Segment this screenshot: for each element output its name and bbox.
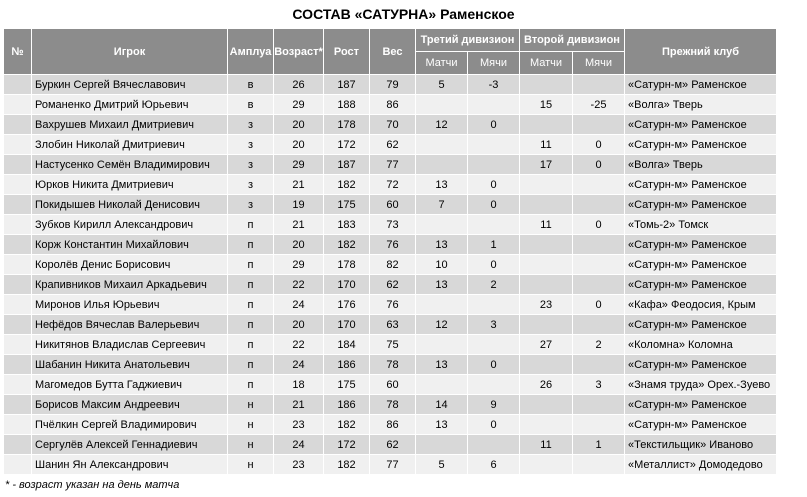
role-cell: п <box>228 355 274 375</box>
weight-cell: 63 <box>370 315 416 335</box>
div3-matches-cell <box>416 435 468 455</box>
age-cell: 20 <box>274 135 324 155</box>
div3-balls-cell <box>468 435 520 455</box>
div3-matches-cell <box>416 335 468 355</box>
role-cell: п <box>228 335 274 355</box>
height-cell: 178 <box>324 115 370 135</box>
div3-balls-cell <box>468 335 520 355</box>
number-cell <box>4 75 32 95</box>
table-row <box>4 115 777 135</box>
header-role: Амплуа <box>228 29 274 75</box>
player-name-cell: Шабанин Никита Анатольевич <box>32 355 228 375</box>
div2-balls-cell: 3 <box>573 375 625 395</box>
div3-balls-cell: 0 <box>468 415 520 435</box>
table-row <box>4 415 777 435</box>
number-cell <box>4 295 32 315</box>
weight-cell: 79 <box>370 75 416 95</box>
div2-matches-cell <box>520 195 573 215</box>
number-cell <box>4 255 32 275</box>
role-cell: н <box>228 415 274 435</box>
div3-balls-cell <box>468 215 520 235</box>
table-row <box>4 275 777 295</box>
div2-matches-cell: 11 <box>520 135 573 155</box>
role-cell: п <box>228 215 274 235</box>
number-cell <box>4 95 32 115</box>
age-cell: 22 <box>274 335 324 355</box>
weight-cell: 62 <box>370 135 416 155</box>
header-div2-matches: Матчи <box>520 52 573 75</box>
number-cell <box>4 415 32 435</box>
page-title: СОСТАВ «САТУРНА» Раменское <box>292 6 515 22</box>
player-name-cell: Миронов Илья Юрьевич <box>32 295 228 315</box>
table-row <box>4 395 777 415</box>
player-name-cell: Борисов Максим Андреевич <box>32 395 228 415</box>
table-row <box>4 235 777 255</box>
role-cell: з <box>228 155 274 175</box>
div3-matches-cell: 13 <box>416 355 468 375</box>
previous-club-cell: «Томь-2» Томск <box>625 215 777 235</box>
weight-cell: 78 <box>370 395 416 415</box>
previous-club-cell: «Сатурн-м» Раменское <box>625 175 777 195</box>
div3-balls-cell <box>468 135 520 155</box>
table-row <box>4 315 777 335</box>
number-cell <box>4 195 32 215</box>
previous-club-cell: «Сатурн-м» Раменское <box>625 135 777 155</box>
role-cell: п <box>228 255 274 275</box>
div2-balls-cell <box>573 355 625 375</box>
div3-balls-cell: 2 <box>468 275 520 295</box>
div2-balls-cell: 0 <box>573 215 625 235</box>
table-row <box>4 355 777 375</box>
table-row <box>4 95 777 115</box>
number-cell <box>4 215 32 235</box>
header-player: Игрок <box>32 29 228 75</box>
player-name-cell: Сергулёв Алексей Геннадиевич <box>32 435 228 455</box>
previous-club-cell: «Сатурн-м» Раменское <box>625 195 777 215</box>
div3-balls-cell: 6 <box>468 455 520 475</box>
age-cell: 21 <box>274 395 324 415</box>
age-cell: 21 <box>274 215 324 235</box>
div2-matches-cell: 26 <box>520 375 573 395</box>
player-name-cell: Вахрушев Михаил Дмитриевич <box>32 115 228 135</box>
div2-matches-cell: 11 <box>520 215 573 235</box>
age-cell: 18 <box>274 375 324 395</box>
height-cell: 172 <box>324 135 370 155</box>
table-row <box>4 195 777 215</box>
table-row <box>4 215 777 235</box>
number-cell <box>4 115 32 135</box>
age-cell: 26 <box>274 75 324 95</box>
weight-cell: 62 <box>370 275 416 295</box>
div3-matches-cell <box>416 215 468 235</box>
header-div3-balls: Мячи <box>468 52 520 75</box>
weight-cell: 72 <box>370 175 416 195</box>
header-number: № <box>4 29 32 75</box>
height-cell: 175 <box>324 375 370 395</box>
div2-matches-cell <box>520 235 573 255</box>
previous-club-cell: «Знамя труда» Орех.-Зуево <box>625 375 777 395</box>
height-cell: 186 <box>324 355 370 375</box>
player-name-cell: Корж Константин Михайлович <box>32 235 228 255</box>
height-cell: 187 <box>324 155 370 175</box>
height-cell: 187 <box>324 75 370 95</box>
div3-matches-cell: 13 <box>416 235 468 255</box>
div3-balls-cell: 3 <box>468 315 520 335</box>
div2-balls-cell <box>573 395 625 415</box>
weight-cell: 76 <box>370 235 416 255</box>
age-cell: 29 <box>274 95 324 115</box>
number-cell <box>4 355 32 375</box>
height-cell: 183 <box>324 215 370 235</box>
number-cell <box>4 395 32 415</box>
player-name-cell: Королёв Денис Борисович <box>32 255 228 275</box>
header-previous-club: Прежний клуб <box>625 29 777 75</box>
div2-matches-cell: 17 <box>520 155 573 175</box>
age-cell: 24 <box>274 355 324 375</box>
previous-club-cell: «Кафа» Феодосия, Крым <box>625 295 777 315</box>
header-age: Возраст* <box>274 29 324 75</box>
number-cell <box>4 435 32 455</box>
weight-cell: 60 <box>370 195 416 215</box>
table-row <box>4 455 777 475</box>
div2-balls-cell <box>573 235 625 255</box>
number-cell <box>4 135 32 155</box>
height-cell: 184 <box>324 335 370 355</box>
height-cell: 182 <box>324 235 370 255</box>
div2-balls-cell <box>573 255 625 275</box>
table-row <box>4 295 777 315</box>
weight-cell: 75 <box>370 335 416 355</box>
div3-balls-cell: -3 <box>468 75 520 95</box>
div2-balls-cell <box>573 115 625 135</box>
div2-balls-cell <box>573 275 625 295</box>
age-cell: 21 <box>274 175 324 195</box>
div3-balls-cell <box>468 155 520 175</box>
div2-balls-cell <box>573 195 625 215</box>
div2-matches-cell: 23 <box>520 295 573 315</box>
div2-matches-cell: 11 <box>520 435 573 455</box>
div2-matches-cell <box>520 315 573 335</box>
role-cell: в <box>228 95 274 115</box>
role-cell: з <box>228 115 274 135</box>
table-row <box>4 335 777 355</box>
div3-balls-cell: 0 <box>468 255 520 275</box>
weight-cell: 86 <box>370 415 416 435</box>
player-name-cell: Зубков Кирилл Александрович <box>32 215 228 235</box>
age-cell: 19 <box>274 195 324 215</box>
number-cell <box>4 375 32 395</box>
role-cell: н <box>228 395 274 415</box>
role-cell: п <box>228 235 274 255</box>
table-row <box>4 135 777 155</box>
previous-club-cell: «Сатурн-м» Раменское <box>625 395 777 415</box>
previous-club-cell: «Коломна» Коломна <box>625 335 777 355</box>
table-row <box>4 75 777 95</box>
role-cell: п <box>228 315 274 335</box>
previous-club-cell: «Сатурн-м» Раменское <box>625 255 777 275</box>
weight-cell: 86 <box>370 95 416 115</box>
div2-balls-cell: 0 <box>573 155 625 175</box>
div3-matches-cell: 5 <box>416 75 468 95</box>
role-cell: п <box>228 375 274 395</box>
previous-club-cell: «Сатурн-м» Раменское <box>625 415 777 435</box>
age-cell: 20 <box>274 115 324 135</box>
player-name-cell: Буркин Сергей Вячеславович <box>32 75 228 95</box>
table-row <box>4 375 777 395</box>
weight-cell: 76 <box>370 295 416 315</box>
previous-club-cell: «Сатурн-м» Раменское <box>625 75 777 95</box>
table-row <box>4 255 777 275</box>
age-cell: 20 <box>274 235 324 255</box>
weight-cell: 70 <box>370 115 416 135</box>
div2-matches-cell <box>520 275 573 295</box>
div3-balls-cell: 0 <box>468 175 520 195</box>
role-cell: в <box>228 75 274 95</box>
header-second-division: Второй дивизион <box>520 29 625 52</box>
player-name-cell: Покидышев Николай Денисович <box>32 195 228 215</box>
age-cell: 22 <box>274 275 324 295</box>
div2-matches-cell <box>520 175 573 195</box>
div2-matches-cell <box>520 355 573 375</box>
number-cell <box>4 455 32 475</box>
div3-matches-cell: 13 <box>416 415 468 435</box>
number-cell <box>4 155 32 175</box>
div3-balls-cell <box>468 295 520 315</box>
number-cell <box>4 235 32 255</box>
table-body <box>4 75 777 475</box>
weight-cell: 62 <box>370 435 416 455</box>
div2-balls-cell: 1 <box>573 435 625 455</box>
player-name-cell: Романенко Дмитрий Юрьевич <box>32 95 228 115</box>
weight-cell: 82 <box>370 255 416 275</box>
age-cell: 23 <box>274 455 324 475</box>
header-div2-balls: Мячи <box>573 52 625 75</box>
div3-balls-cell: 0 <box>468 115 520 135</box>
age-cell: 29 <box>274 255 324 275</box>
div3-matches-cell: 7 <box>416 195 468 215</box>
number-cell <box>4 175 32 195</box>
player-name-cell: Шанин Ян Александрович <box>32 455 228 475</box>
header-weight: Вес <box>370 29 416 75</box>
div2-balls-cell <box>573 455 625 475</box>
player-name-cell: Магомедов Бутта Гаджиевич <box>32 375 228 395</box>
height-cell: 182 <box>324 455 370 475</box>
div2-matches-cell <box>520 115 573 135</box>
player-name-cell: Злобин Николай Дмитриевич <box>32 135 228 155</box>
div3-matches-cell: 5 <box>416 455 468 475</box>
height-cell: 170 <box>324 275 370 295</box>
header-third-division: Третий дивизион <box>416 29 520 52</box>
div2-matches-cell: 15 <box>520 95 573 115</box>
player-name-cell: Никитянов Владислав Сергеевич <box>32 335 228 355</box>
div3-matches-cell <box>416 135 468 155</box>
div2-matches-cell <box>520 455 573 475</box>
div3-balls-cell: 0 <box>468 195 520 215</box>
div3-matches-cell <box>416 95 468 115</box>
age-cell: 23 <box>274 415 324 435</box>
previous-club-cell: «Сатурн-м» Раменское <box>625 275 777 295</box>
div3-balls-cell: 1 <box>468 235 520 255</box>
div3-matches-cell <box>416 375 468 395</box>
header-div3-matches: Матчи <box>416 52 468 75</box>
div2-balls-cell: 0 <box>573 295 625 315</box>
player-name-cell: Настусенко Семён Владимирович <box>32 155 228 175</box>
previous-club-cell: «Волга» Тверь <box>625 155 777 175</box>
height-cell: 178 <box>324 255 370 275</box>
role-cell: н <box>228 435 274 455</box>
div2-balls-cell: -25 <box>573 95 625 115</box>
div3-matches-cell: 12 <box>416 115 468 135</box>
div2-balls-cell <box>573 415 625 435</box>
previous-club-cell: «Сатурн-м» Раменское <box>625 115 777 135</box>
weight-cell: 78 <box>370 355 416 375</box>
number-cell <box>4 315 32 335</box>
previous-club-cell: «Металлист» Домодедово <box>625 455 777 475</box>
player-name-cell: Нефёдов Вячеслав Валерьевич <box>32 315 228 335</box>
div3-matches-cell <box>416 155 468 175</box>
div2-matches-cell <box>520 415 573 435</box>
height-cell: 186 <box>324 395 370 415</box>
role-cell: з <box>228 135 274 155</box>
footnote: * - возраст указан на день матча <box>5 479 180 491</box>
div2-matches-cell: 27 <box>520 335 573 355</box>
div3-balls-cell: 9 <box>468 395 520 415</box>
div3-matches-cell <box>416 295 468 315</box>
table-row <box>4 435 777 455</box>
role-cell: н <box>228 455 274 475</box>
div2-balls-cell <box>573 75 625 95</box>
height-cell: 176 <box>324 295 370 315</box>
previous-club-cell: «Сатурн-м» Раменское <box>625 355 777 375</box>
player-name-cell: Крапивников Михаил Аркадьевич <box>32 275 228 295</box>
height-cell: 188 <box>324 95 370 115</box>
age-cell: 29 <box>274 155 324 175</box>
div3-matches-cell: 14 <box>416 395 468 415</box>
div3-balls-cell <box>468 375 520 395</box>
weight-cell: 77 <box>370 455 416 475</box>
weight-cell: 73 <box>370 215 416 235</box>
role-cell: п <box>228 275 274 295</box>
number-cell <box>4 275 32 295</box>
height-cell: 182 <box>324 415 370 435</box>
role-cell: п <box>228 295 274 315</box>
height-cell: 182 <box>324 175 370 195</box>
div2-balls-cell: 2 <box>573 335 625 355</box>
age-cell: 24 <box>274 295 324 315</box>
player-name-cell: Юрков Никита Дмитриевич <box>32 175 228 195</box>
div2-matches-cell <box>520 395 573 415</box>
age-cell: 24 <box>274 435 324 455</box>
previous-club-cell: «Текстильщик» Иваново <box>625 435 777 455</box>
div3-matches-cell: 13 <box>416 175 468 195</box>
previous-club-cell: «Сатурн-м» Раменское <box>625 315 777 335</box>
weight-cell: 60 <box>370 375 416 395</box>
squad-table <box>3 28 777 475</box>
role-cell: з <box>228 175 274 195</box>
div2-matches-cell <box>520 75 573 95</box>
number-cell <box>4 335 32 355</box>
header-height: Рост <box>324 29 370 75</box>
previous-club-cell: «Волга» Тверь <box>625 95 777 115</box>
previous-club-cell: «Сатурн-м» Раменское <box>625 235 777 255</box>
table-header <box>4 29 777 75</box>
weight-cell: 77 <box>370 155 416 175</box>
div2-balls-cell <box>573 315 625 335</box>
age-cell: 20 <box>274 315 324 335</box>
div2-balls-cell: 0 <box>573 135 625 155</box>
div3-matches-cell: 12 <box>416 315 468 335</box>
table-row <box>4 155 777 175</box>
height-cell: 175 <box>324 195 370 215</box>
div3-matches-cell: 10 <box>416 255 468 275</box>
player-name-cell: Пчёлкин Сергей Владимирович <box>32 415 228 435</box>
div2-balls-cell <box>573 175 625 195</box>
div3-balls-cell: 0 <box>468 355 520 375</box>
table-row <box>4 175 777 195</box>
div3-matches-cell: 13 <box>416 275 468 295</box>
role-cell: з <box>228 195 274 215</box>
div2-matches-cell <box>520 255 573 275</box>
height-cell: 170 <box>324 315 370 335</box>
div3-balls-cell <box>468 95 520 115</box>
height-cell: 172 <box>324 435 370 455</box>
